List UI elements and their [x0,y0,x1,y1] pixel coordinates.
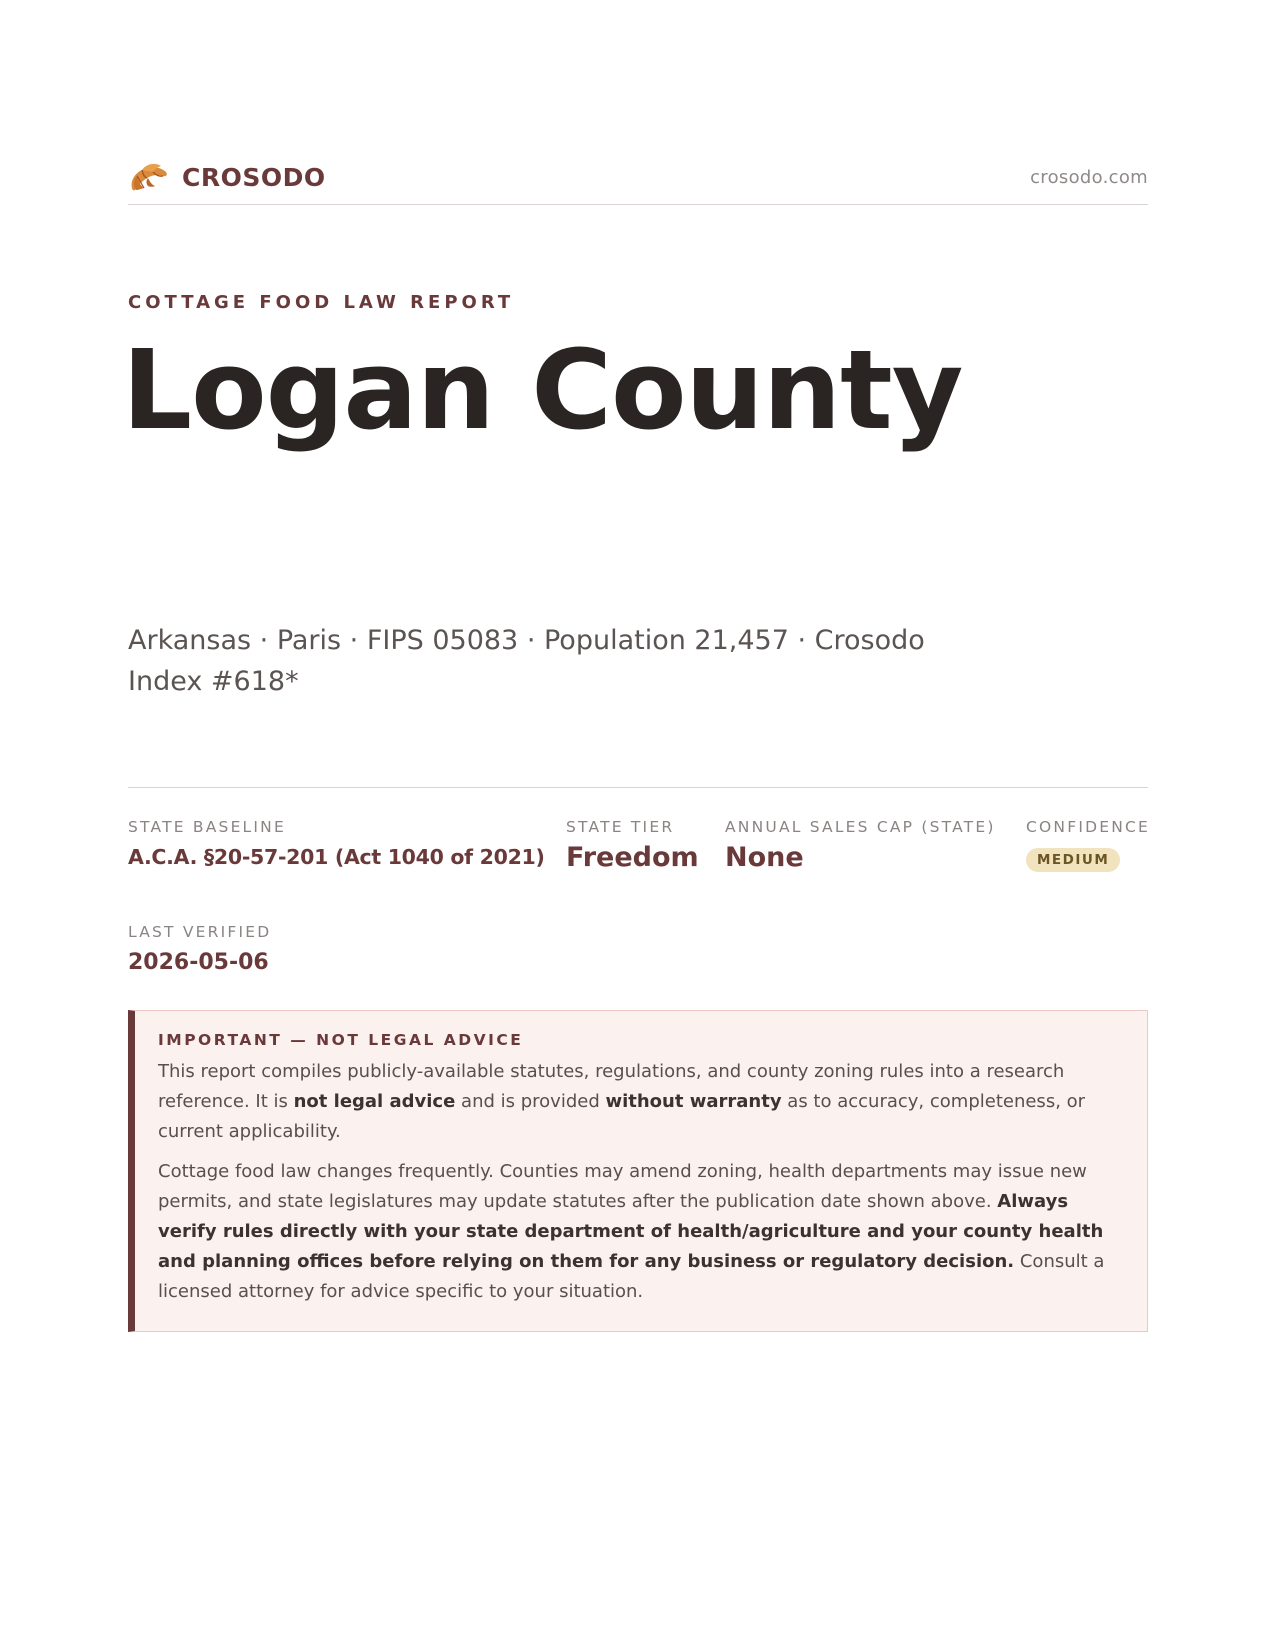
report-eyebrow: COTTAGE FOOD LAW REPORT [128,292,515,313]
page-title: Logan County [122,326,963,454]
notice-emphasis: not legal advice [293,1091,456,1112]
notice-paragraph [158,1157,1121,1307]
notice-text: This report compiles publicly-available statutes, regulations, and county zoning rules into a research reference. It is [158,1061,1065,1112]
notice-emphasis: Always verify rules directly with your state department of health/agriculture and your county health and planning offices before relying on them for any business or regulatory decision. [158,1191,1104,1272]
notice-text: as to accuracy, completeness, or current applicability. [158,1091,1086,1142]
stat-annual-sales-cap [725,818,996,873]
stat-label: STATE TIER [566,818,675,836]
croissant-icon [128,158,170,196]
report-subtitle: Arkansas · Paris · FIPS 05083 · Population 21,457 · Crosodo Index #618* [128,625,925,697]
stat-value: None [725,842,804,873]
page-header [128,158,1148,205]
stat-value: 2026-05-06 [128,950,269,975]
legal-notice [128,1010,1148,1332]
notice-text: Consult a licensed attorney for advice specific to your situation. [158,1251,1105,1302]
confidence-badge: MEDIUM [1026,848,1120,872]
stat-value: Freedom [566,842,699,873]
notice-text: Cottage food law changes frequently. Counties may amend zoning, health departments may issue new permits, and state legislatures may update statutes after the publication date shown above. [158,1161,1087,1212]
stat-label: ANNUAL SALES CAP (STATE) [725,818,996,836]
notice-text: and is provided [455,1091,606,1112]
stat-state-baseline [128,818,545,869]
notice-emphasis: without warranty [605,1091,782,1112]
stat-state-tier [566,818,699,873]
brand[interactable] [128,158,326,196]
stat-value: A.C.A. §20-57-201 (Act 1040 of 2021) [128,845,545,869]
stat-label: STATE BASELINE [128,818,286,836]
stat-label: CONFIDENCE [1026,818,1151,836]
stat-last-verified [128,923,271,975]
brand-name: CROSODO [182,162,326,192]
notice-title: IMPORTANT — NOT LEGAL ADVICE [158,1031,524,1049]
stat-label: LAST VERIFIED [128,923,272,941]
notice-paragraph [158,1057,1121,1147]
site-url-link[interactable]: crosodo.com [1030,167,1148,188]
stat-confidence [1026,818,1150,872]
section-divider [128,787,1148,788]
